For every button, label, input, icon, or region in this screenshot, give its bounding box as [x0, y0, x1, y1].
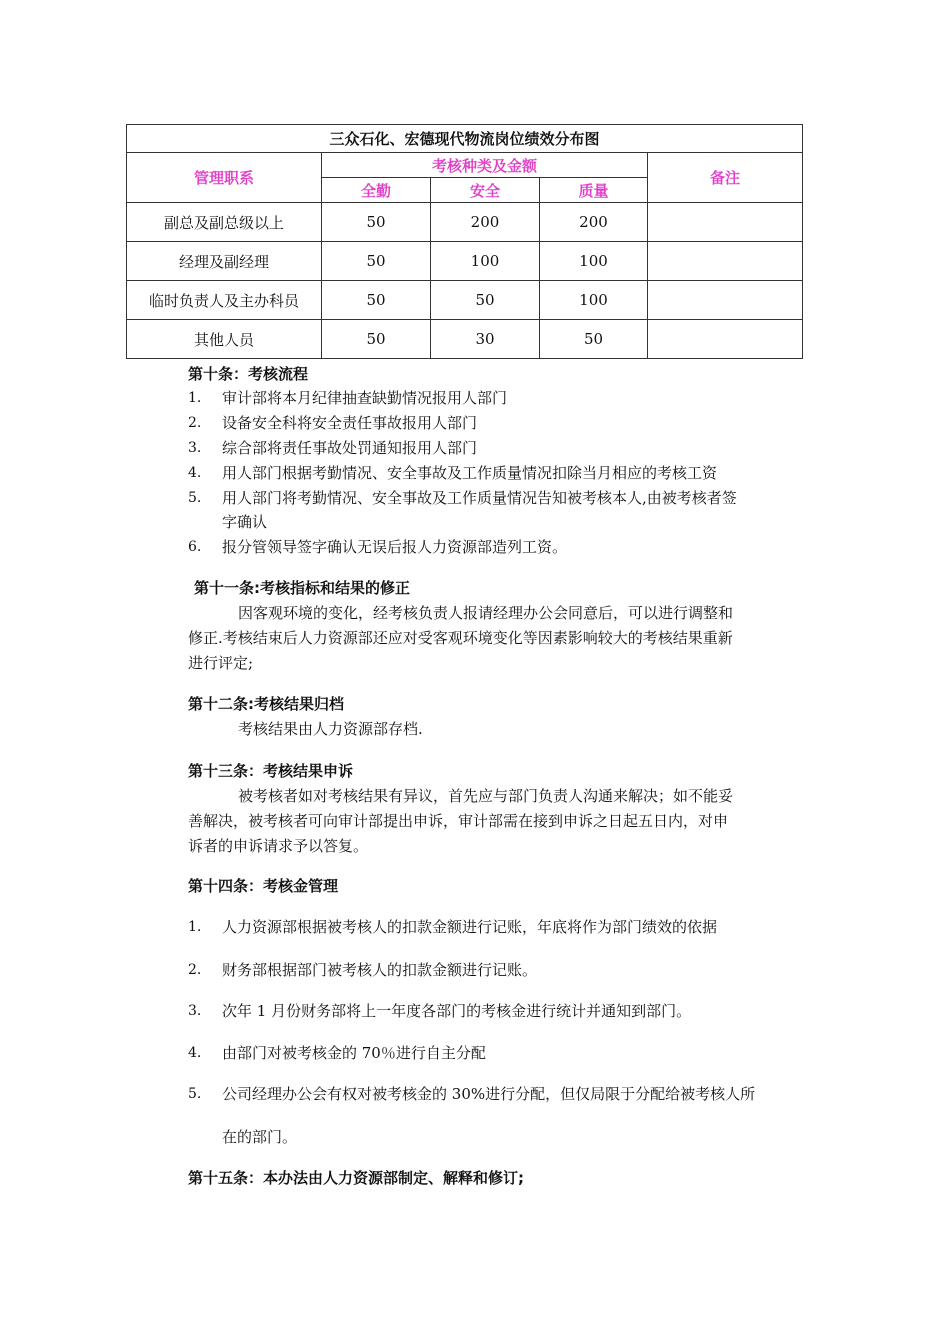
row-remark: [648, 320, 803, 359]
header-quality: 质量: [540, 178, 648, 203]
list-item: 由部门对被考核金的 70％进行自主分配: [222, 1044, 486, 1062]
list-item: 用人部门将考勤情况、安全事故及工作质量情况告知被考核本人,由被考核者签: [222, 489, 737, 507]
row-role: 其他人员: [127, 320, 322, 359]
row-remark: [648, 203, 803, 242]
list-number: 4.: [188, 465, 202, 481]
paragraph-line: 考核结果由人力资源部存档.: [238, 720, 423, 738]
row-quality: 100: [540, 281, 648, 320]
art14-heading: 第十四条：考核金管理: [188, 877, 339, 895]
list-number: 2.: [188, 962, 202, 978]
paragraph-line: 修正.考核结束后人力资源部还应对受客观环境变化等因素影响较大的考核结果重新: [188, 629, 733, 647]
art11-heading: 第十一条:考核指标和结果的修正: [194, 579, 411, 597]
row-role: 临时负责人及主办科员: [127, 281, 322, 320]
list-item-continuation: 在的部门。: [222, 1128, 298, 1146]
list-number: 5.: [188, 490, 202, 506]
row-safety: 100: [431, 242, 540, 281]
list-number: 5.: [188, 1086, 202, 1102]
table-row: [127, 203, 803, 242]
list-number: 6.: [188, 539, 202, 555]
list-item: 公司经理办公会有权对被考核金的 30%进行分配，但仅局限于分配给被考核人所: [222, 1085, 756, 1103]
row-safety: 50: [431, 281, 540, 320]
list-item: 人力资源部根据被考核人的扣款金额进行记账，年底将作为部门绩效的依据: [222, 918, 718, 936]
list-item: 审计部将本月纪律抽查缺勤情况报用人部门: [222, 389, 508, 407]
list-number: 1.: [188, 919, 202, 935]
list-item: 综合部将责任事故处罚通知报用人部门: [222, 439, 478, 457]
art12-heading: 第十二条:考核结果归档: [188, 695, 344, 713]
list-item: 次年 1 月份财务部将上一年度各部门的考核金进行统计并通知到部门。: [222, 1002, 692, 1020]
art10-heading: 第十条：考核流程: [188, 365, 309, 383]
paragraph-line: 进行评定;: [188, 654, 254, 672]
list-number: 3.: [188, 440, 202, 456]
list-number: 4.: [188, 1045, 202, 1061]
art13-heading: 第十三条：考核结果申诉: [188, 762, 354, 780]
paragraph-line: 因客观环境的变化，经考核负责人报请经理办公会同意后，可以进行调整和: [238, 604, 734, 622]
row-quality: 50: [540, 320, 648, 359]
list-item: 用人部门根据考勤情况、安全事故及工作质量情况扣除当月相应的考核工资: [222, 464, 718, 482]
row-role: 副总及副总级以上: [127, 203, 322, 242]
list-number: 1.: [188, 390, 202, 406]
header-role: 管理职系: [127, 153, 322, 203]
list-item: 设备安全科将安全责任事故报用人部门: [222, 414, 478, 432]
header-attendance: 全勤: [322, 178, 431, 203]
header-assessment-group: 考核种类及金额: [322, 153, 648, 178]
header-remark: 备注: [648, 153, 803, 203]
table-row: [127, 320, 803, 359]
performance-table: [126, 124, 803, 359]
row-attendance: 50: [322, 203, 431, 242]
row-remark: [648, 242, 803, 281]
row-attendance: 50: [322, 281, 431, 320]
header-safety: 安全: [431, 178, 540, 203]
list-number: 2.: [188, 415, 202, 431]
row-safety: 200: [431, 203, 540, 242]
row-remark: [648, 281, 803, 320]
row-role: 经理及副经理: [127, 242, 322, 281]
row-attendance: 50: [322, 320, 431, 359]
paragraph-line: 善解决，被考核者可向审计部提出申诉，审计部需在接到申诉之日起五日内，对申: [188, 812, 729, 830]
row-quality: 200: [540, 203, 648, 242]
list-item: 财务部根据部门被考核人的扣款金额进行记账。: [222, 961, 538, 979]
list-number: 3.: [188, 1003, 202, 1019]
list-item: 报分管领导签字确认无误后报人力资源部造列工资。: [222, 538, 568, 556]
row-attendance: 50: [322, 242, 431, 281]
row-quality: 100: [540, 242, 648, 281]
row-safety: 30: [431, 320, 540, 359]
paragraph-line: 被考核者如对考核结果有异议，首先应与部门负责人沟通来解决；如不能妥: [238, 787, 734, 805]
paragraph-line: 诉者的申诉请求予以答复。: [188, 837, 369, 855]
table-row: [127, 242, 803, 281]
list-item-continuation: 字确认: [222, 513, 268, 531]
table-title: 三众石化、宏德现代物流岗位绩效分布图: [127, 125, 803, 153]
table-row: [127, 281, 803, 320]
art15-heading: 第十五条：本办法由人力资源部制定、解释和修订;: [188, 1169, 525, 1187]
